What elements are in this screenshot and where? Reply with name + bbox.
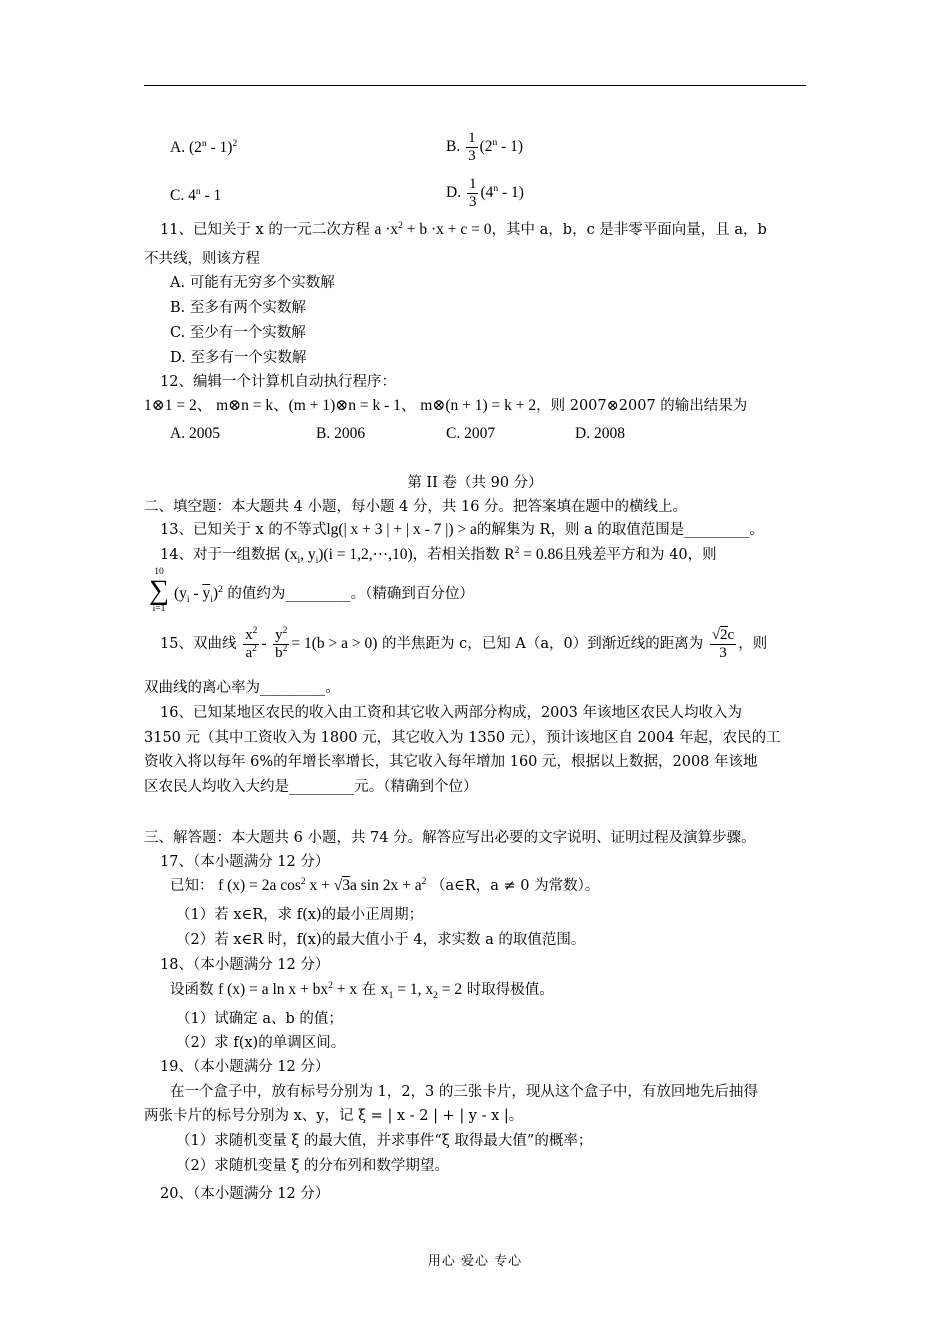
- q12-option-c: C. 2007: [446, 425, 496, 442]
- q12-option-a: A. 2005: [170, 425, 220, 442]
- q19-line1: 在一个盒子中，放有标号分别为 1，2，3 的三张卡片，现从这个盒子中，有放回地先后抽得: [170, 1084, 758, 1100]
- q11-option-a: A. 可能有无穷多个实数解: [170, 275, 335, 291]
- sigma-lower-limit: i=1: [152, 604, 166, 614]
- q11-stem-line2: 不共线，则该方程: [144, 251, 260, 267]
- part2-intro: 二、填空题：本大题共 4 小题，每小题 4 分，共 16 分。把答案填在题中的横线上。: [144, 499, 688, 515]
- q16-line4: 区农民人均收入大约是_________元。（精确到个位）: [144, 779, 478, 795]
- q12-option-d: D. 2008: [575, 425, 625, 442]
- q17-sub1: （1）若 x∈R，求 f(x)的最小正周期；: [176, 907, 424, 923]
- q11-option-b: B. 至多有两个实数解: [170, 300, 306, 316]
- sigma-symbol: ∑: [149, 575, 169, 606]
- q19-line2: 两张卡片的标号分别为 x、y，记 ξ = | x - 2 | + | y - x |。: [144, 1108, 524, 1124]
- q12-stem: 12、编辑一个计算机自动执行程序：: [160, 374, 396, 390]
- sigma-upper-limit: 10: [154, 567, 164, 577]
- q19-sub1: （1）求随机变量 ξ 的最大值，并求事件“ξ 取得最大值”的概率；: [176, 1133, 593, 1149]
- q12-option-b: B. 2006: [316, 425, 366, 442]
- q11-stem: 11、已知关于 x 的一元二次方程 $a \cdot x^2 + b \cdot x + c = 0$，其中 a，b，c 是非零平面向量，且 a，b: [160, 220, 767, 238]
- q15-stem: 15、双曲线 $\frac{x^2}{a^2}$ - $\frac{y^2}{b^2}$ = 1(b > a > 0) 的半焦距为 c，已知 A（a，0）到渐近线的距离为 $\frac{√2c}{3}$ ，则: [160, 625, 768, 661]
- q18-stem: 设函数 f (x) = a $\ln x + bx^2 + x$ 在 $x_1 = 1$, $x_2 = 2$ 时取得极值。: [170, 980, 554, 1002]
- q20-header: 20、（本小题满分 12 分）: [160, 1186, 330, 1202]
- q14-stem: 14、对于一组数据 ($x_i$, $y_i)(i$ = 1,2,⋯,10)，若相关指数 $R^2 = 0.86$且残差平方和为 40，则: [160, 545, 717, 567]
- q11-option-d: D. 至多有一个实数解: [170, 350, 307, 366]
- q16-line1: 16、已知某地区农民的收入由工资和其它收入两部分构成，2003 年该地区农民人均收入为: [160, 705, 742, 721]
- q17-given: 已知： f (x) = 2a $\cos^2 x + √3a$ $\sin 2x + a^2$ （a∈R，a ≠ 0 为常数）。: [170, 876, 600, 894]
- q16-line2: 3150 元（其中工资收入为 1800 元，其它收入为 1350 元），预计该地区自 2004 年起，农民的工: [144, 730, 781, 746]
- q19-sub2: （2）求随机变量 ξ 的分布列和数学期望。: [176, 1158, 449, 1174]
- q17-header: 17、（本小题满分 12 分）: [160, 854, 330, 870]
- q16-line3: 资收入将以每年 6%的年增长率增长，其它收入每年增加 160 元，根据以上数据，2008 年该地: [144, 754, 758, 770]
- q11-option-c: C. 至少有一个实数解: [170, 325, 306, 341]
- q12-formula: 1⊗1 = 2、 m⊗n = k、(m + 1)⊗n = k - 1、 m⊗(n + 1) = k + 2，则 2007⊗2007 的输出结果为: [144, 397, 748, 414]
- q14-stem-line2: $(y_i - \overline{y}_i)^2$ 的值约为_________。（精确到百分位）: [174, 584, 474, 606]
- q14-sigma: [146, 567, 172, 615]
- q10-option-a: A. (2$^n$ - 1)$^2$: [170, 138, 238, 156]
- q10-option-d: D. $\frac{1}{3}$ (4$^n$ - 1): [446, 175, 524, 210]
- part2-title: 第 II 卷（共 90 分）: [407, 475, 543, 491]
- q10-option-b: B. $\frac{1}{3}$ (2$^n$ - 1): [446, 129, 524, 164]
- header-rule: [144, 85, 806, 86]
- part3-intro: 三、解答题：本大题共 6 小题，共 74 分。解答应写出必要的文字说明、证明过程及演算步骤。: [144, 830, 756, 846]
- page-footer: 用心 爱心 专心: [427, 1254, 523, 1269]
- q15-stem-line2: 双曲线的离心率为_________。: [144, 680, 340, 696]
- q17-sub2: （2）若 x∈R 时，f(x)的最大值小于 4，求实数 a 的取值范围。: [176, 932, 586, 948]
- q10-option-c: C. 4$^n$ - 1: [170, 186, 222, 204]
- q18-sub2: （2）求 f(x)的单调区间。: [176, 1035, 346, 1051]
- q18-sub1: （1）试确定 a、b 的值；: [176, 1011, 343, 1027]
- q19-header: 19、（本小题满分 12 分）: [160, 1059, 330, 1075]
- q13-stem: 13、已知关于 x 的不等式lg(| x + 3 | + | x - 7 |) > a的解集为 R，则 a 的取值范围是_________。: [160, 521, 765, 538]
- q18-header: 18、（本小题满分 12 分）: [160, 957, 330, 973]
